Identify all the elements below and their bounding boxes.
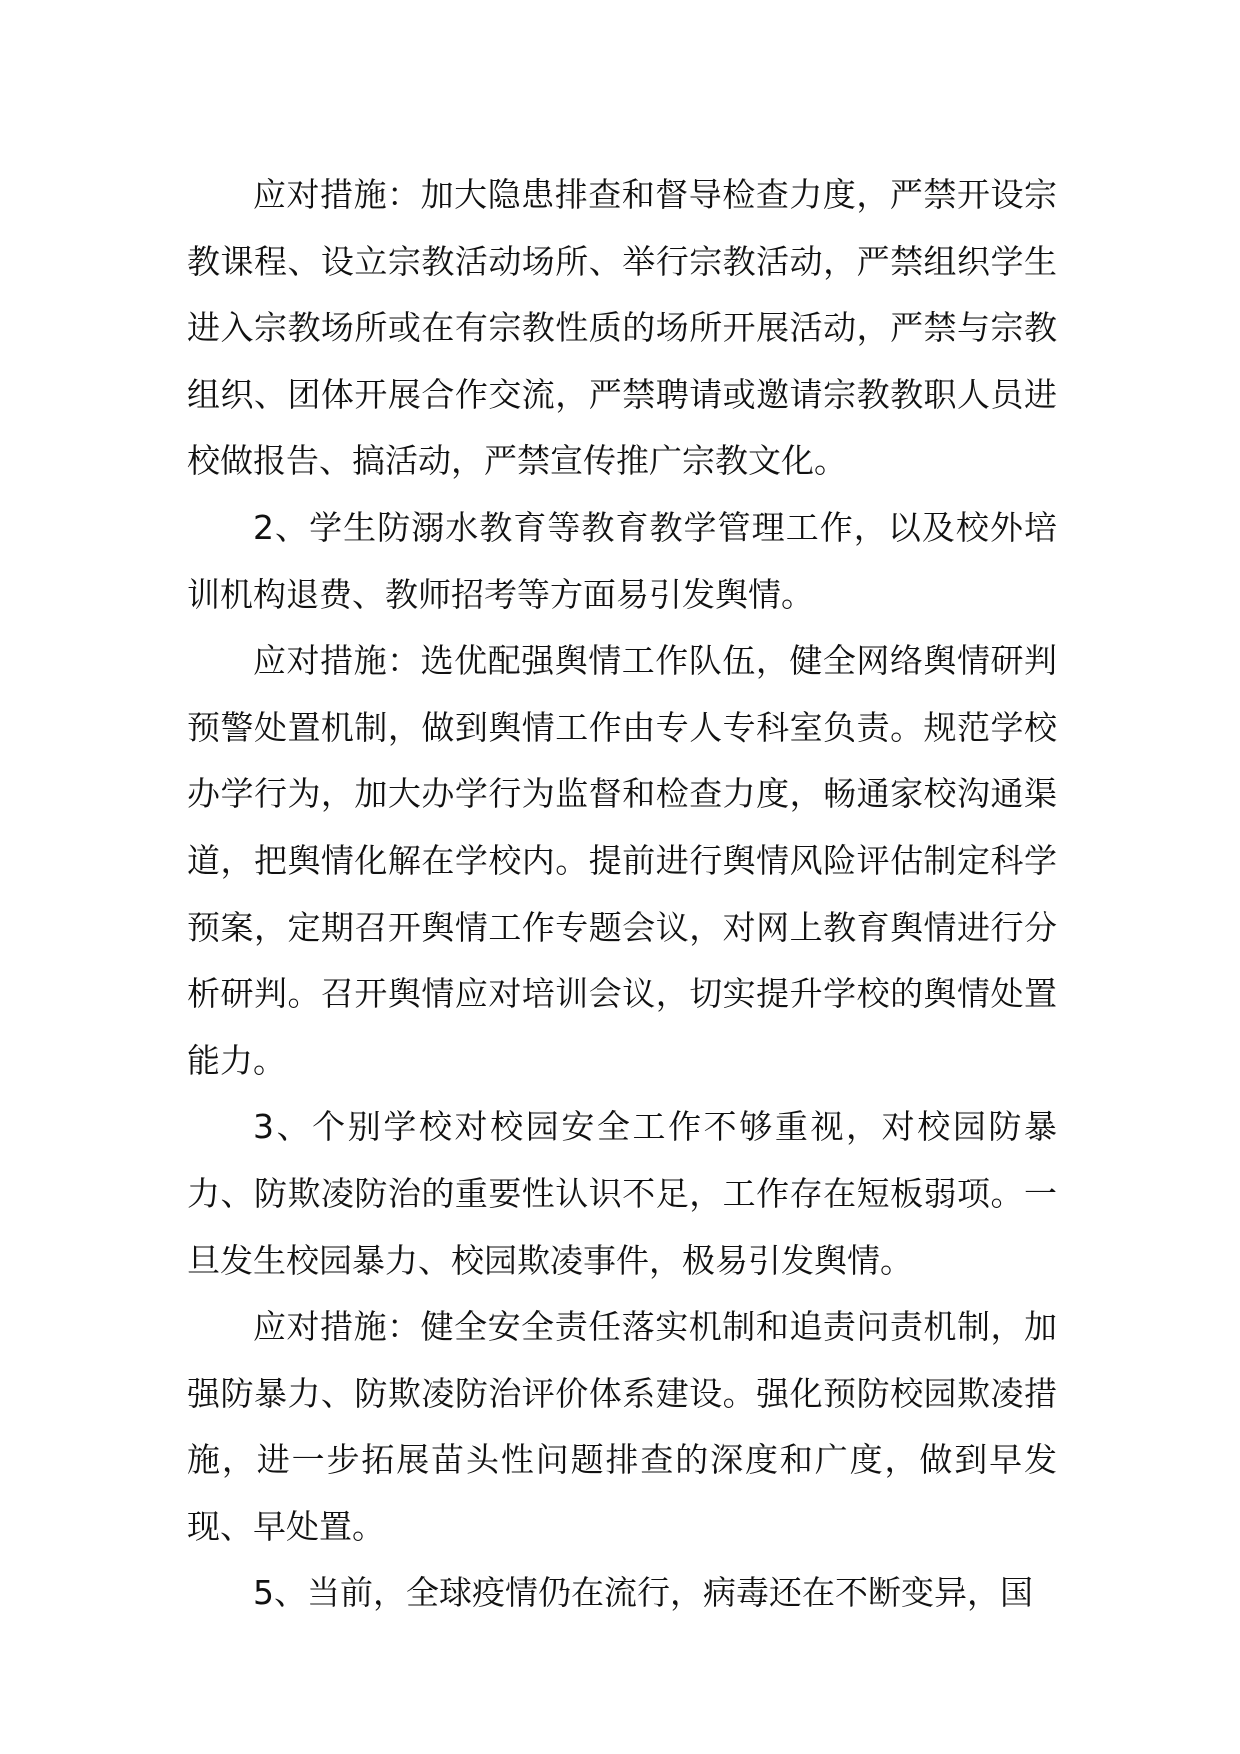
- paragraph-religion-measures: 应对措施：加大隐患排查和督导检查力度，严禁开设宗教课程、设立宗教活动场所、举行宗教活动，严禁组织学生进入宗教场所或在有宗教性质的场所开展活动，严禁与宗教组织、团体开展合作交流，严禁聘请或邀请宗教教职人员进校做报告、搞活动，严禁宣传推广宗教文化。: [187, 175, 1057, 481]
- paragraph-safety-measures: 应对措施：健全安全责任落实机制和追责问责机制，加强防暴力、防欺凌防治评价体系建设。强化预防校园欺凌措施，进一步拓展苗头性问题排查的深度和广度，做到早发现、早处置。: [187, 1307, 1057, 1546]
- paragraph-item-2: 2、学生防溺水教育等教育教学管理工作，以及校外培训机构退费、教师招考等方面易引发舆情。: [187, 507, 1057, 614]
- document-body: [187, 162, 1057, 1627]
- paragraph-public-opinion-measures: 应对措施：选优配强舆情工作队伍，健全网络舆情研判预警处置机制，做到舆情工作由专人专科室负责。规范学校办学行为，加大办学行为监督和检查力度，畅通家校沟通渠道，把舆情化解在学校内。提前进行舆情风险评估制定科学预案，定期召开舆情工作专题会议，对网上教育舆情进行分析研判。召开舆情应对培训会议，切实提升学校的舆情处置能力。: [187, 641, 1057, 1080]
- paragraph-item-5: 5、当前，全球疫情仍在流行，病毒还在不断变异，国: [253, 1573, 1033, 1613]
- paragraph-item-3: 3、个别学校对校园安全工作不够重视，对校园防暴力、防欺凌防治的重要性认识不足，工作存在短板弱项。一旦发生校园暴力、校园欺凌事件，极易引发舆情。: [187, 1107, 1057, 1280]
